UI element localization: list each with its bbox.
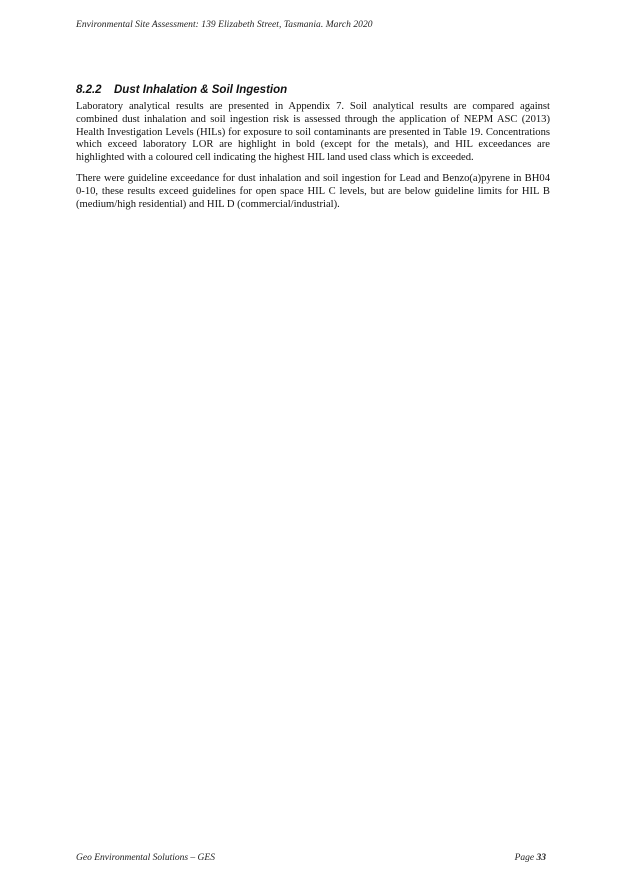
paragraph-1: Laboratory analytical results are presented in Appendix 7. Soil analytical results are compared against combined dust inhalation and soil ingestion risk is assessed through the application of NEPM ASC (2013) Health Investigation Levels (HILs) for exposure to soil contaminants are presented in Table 19. Concentrations which exceed laboratory LOR are highlight in bold (except for the metals), and HIL exceedances are highlighted with a coloured cell indicating the highest HIL land used class which is exceeded. (76, 101, 550, 164)
section-heading (76, 84, 550, 96)
section-number: 8.2.2 (76, 84, 102, 96)
section-title: Dust Inhalation & Soil Ingestion (114, 84, 288, 96)
footer-page-number: 33 (536, 853, 546, 863)
footer-page (515, 853, 546, 863)
page-header: Environmental Site Assessment: 139 Elizabeth Street, Tasmania. March 2020 (76, 20, 373, 30)
section-dust-inhalation (76, 84, 550, 219)
footer-page-label: Page (514, 853, 535, 863)
paragraph-2: There were guideline exceedance for dust inhalation and soil ingestion for Lead and Benzo(a)pyrene in BH04 0-10, these results exceed guidelines for open space HIL C levels, but are below guideline limits for HIL B (medium/high residential) and HIL D (commercial/industrial). (76, 172, 550, 210)
footer-company: Geo Environmental Solutions – GES (76, 853, 215, 863)
